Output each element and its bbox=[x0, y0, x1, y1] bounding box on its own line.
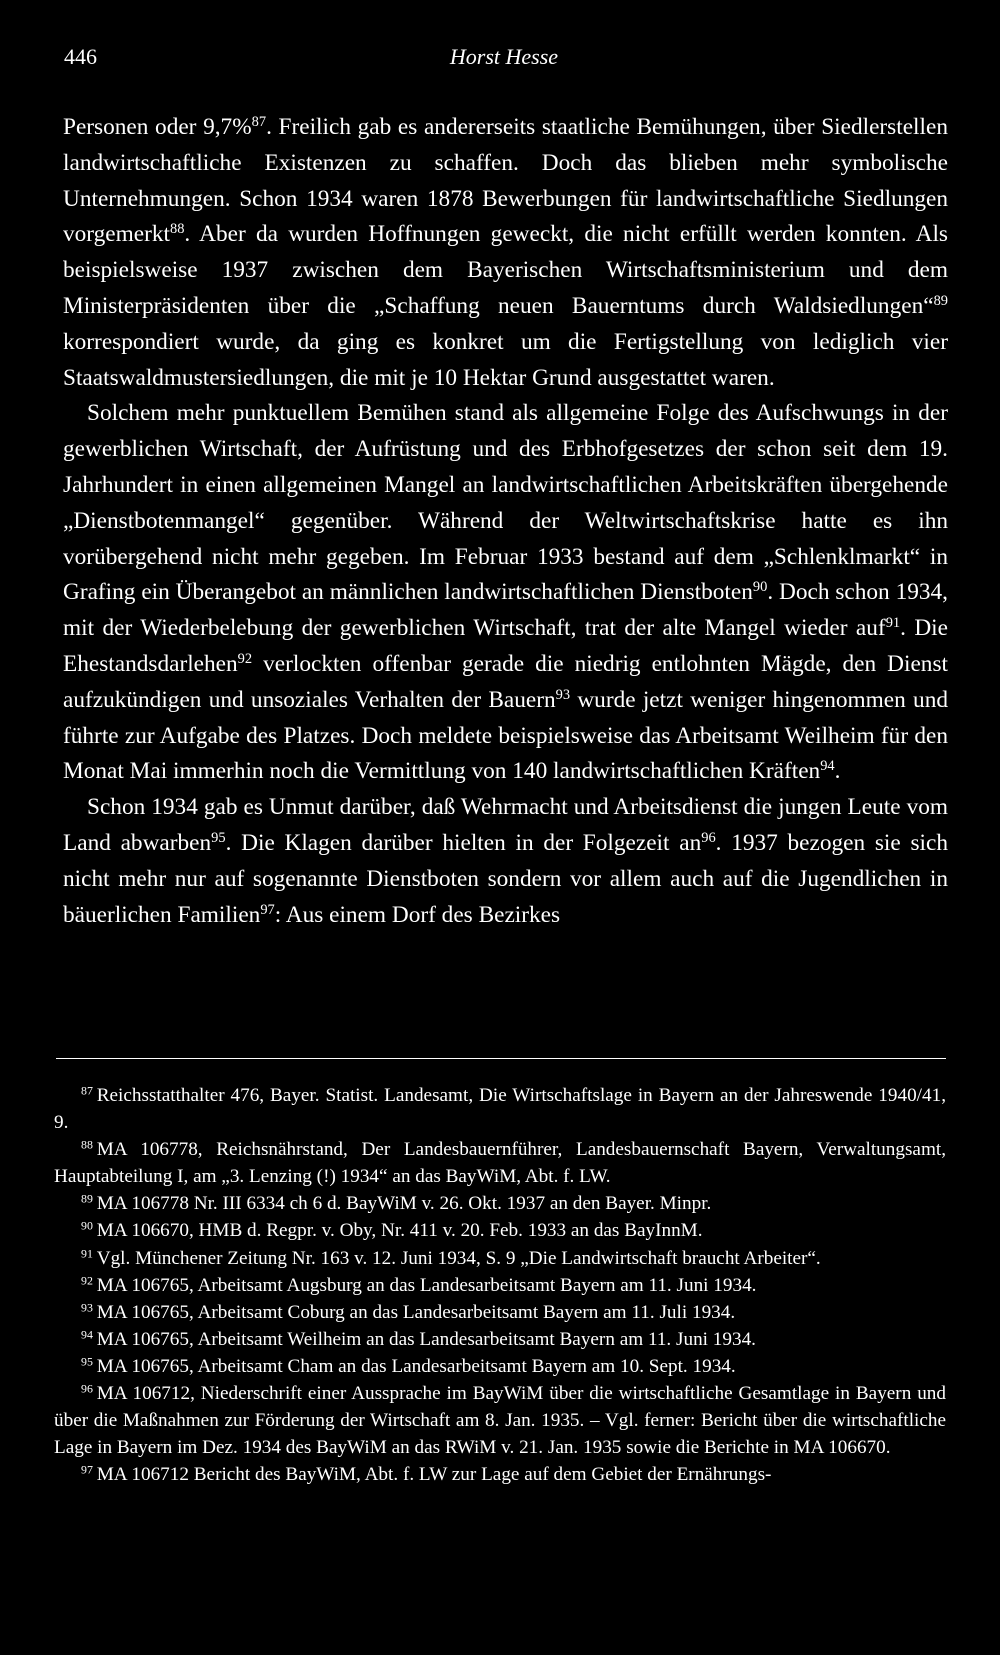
footnote bbox=[54, 1272, 946, 1299]
body-text-run: . Freilich gab es andererseits staatliche Bemühungen, über Siedlerstellen landwirtschaftliche Existenzen zu schaffen. Doch das blieben mehr symbolische Unternehmungen. Schon 1934 waren 1878 Bewerbungen für landwirtschaftliche Siedlungen vorgemerkt bbox=[63, 114, 948, 248]
body-text-run: verlockten offenbar gerade die niedrig entlohnten Mägde, den Dienst aufzukündigen und unsoziales Verhalten der Bauern bbox=[63, 650, 948, 713]
footnote bbox=[54, 1380, 946, 1461]
body-text-run: . Aber da wurden Hoffnungen geweckt, die nicht erfüllt werden konnten. Als beispielsweise 1937 zwischen dem Bayerischen Wirtschaftsministerium und dem Ministerpräsidenten über die „Schaffung neuen Bauerntums durch Waldsiedlungen“ bbox=[63, 221, 948, 319]
page-number: 446 bbox=[64, 44, 97, 69]
footnote-reference[interactable]: 95 bbox=[211, 830, 226, 846]
body-text-run: . Die Klagen darüber hielten in der Folgezeit an bbox=[225, 829, 702, 856]
footnote-text: MA 106712 Bericht des BayWiM, Abt. f. LW zur Lage auf dem Gebiet der Ernährungs- bbox=[96, 1464, 772, 1486]
footnote-text: Vgl. Münchener Zeitung Nr. 163 v. 12. Juni 1934, S. 9 „Die Landwirtschaft braucht Arbeiter“. bbox=[96, 1247, 821, 1269]
footnote-reference[interactable]: 88 bbox=[169, 221, 185, 238]
footnote-number: 89 bbox=[81, 1191, 93, 1206]
body-text-run: . bbox=[834, 758, 841, 785]
body-text-run: . 1937 bezogen sie sich nicht mehr nur auf sogenannte Dienstboten sondern vor allem auch auf die Jugendlichen in bäuerlichen Familien bbox=[63, 829, 948, 928]
footnote-number: 95 bbox=[81, 1354, 93, 1369]
body-text-run: . Doch schon 1934, mit der Wiederbelebung der gewerblichen Wirtschaft, trat der alte Mangel wieder auf bbox=[63, 579, 948, 642]
footnote bbox=[54, 1326, 946, 1353]
footnote-reference[interactable]: 92 bbox=[237, 651, 253, 668]
footnote-number: 91 bbox=[81, 1246, 93, 1261]
footnote-reference[interactable]: 97 bbox=[260, 901, 275, 918]
running-head: Horst Hesse bbox=[449, 44, 559, 69]
footnote-text: MA 106712, Niederschrift einer Aussprache im BayWiM über die wirtschaftliche Gesamtlage in Bayern und über die Maßnahmen zur Förderung der Wirtschaft am 8. Jan. 1935. – Vgl. ferner: Bericht über die wirtschaftliche Lage in Bayern im Dez. 1934 des BayWiM an das RWiM v. 21. Jan. 1935 sowie die Berichte in MA 106670. bbox=[54, 1383, 946, 1459]
body-paragraph bbox=[63, 790, 948, 933]
footnote-number: 97 bbox=[81, 1462, 93, 1477]
footnote-number: 88 bbox=[81, 1137, 93, 1152]
footnote-text: MA 106778, Reichsnährstand, Der Landesbauernführer, Landesbauernschaft Bayern, Verwaltungsamt, Hauptabteilung I, am „3. Lenzing (!) 1934“ an das BayWiM, Abt. f. LW. bbox=[54, 1139, 946, 1188]
body-text-run: Schon 1934 gab es Unmut darüber, daß Wehrmacht und Arbeitsdienst die jungen Leute vom Land abwarben bbox=[63, 794, 948, 856]
footnote-number: 92 bbox=[81, 1273, 93, 1288]
footnote-text: MA 106765, Arbeitsamt Augsburg an das Landesarbeitsamt Bayern am 11. Juni 1934. bbox=[96, 1274, 757, 1296]
body-text-run: korrespondiert wurde, da ging es konkret um die Fertigstellung von lediglich vier Staatswaldmustersiedlungen, die mit je 10 Hektar Grund ausgestattet waren. bbox=[63, 328, 948, 391]
footnote-text: MA 106765, Arbeitsamt Weilheim an das Landesarbeitsamt Bayern am 11. Juni 1934. bbox=[96, 1328, 756, 1350]
footnote-text: MA 106765, Arbeitsamt Coburg an das Landesarbeitsamt Bayern am 11. Juli 1934. bbox=[96, 1301, 736, 1323]
footnote-number: 93 bbox=[81, 1300, 93, 1315]
footnote-text: MA 106765, Arbeitsamt Cham an das Landesarbeitsamt Bayern am 10. Sept. 1934. bbox=[96, 1355, 736, 1377]
footnote-number: 94 bbox=[81, 1327, 93, 1342]
footnote-reference[interactable]: 91 bbox=[885, 615, 901, 632]
footnote-reference[interactable]: 96 bbox=[701, 830, 716, 846]
footnote bbox=[54, 1353, 946, 1380]
footnote-reference[interactable]: 93 bbox=[555, 686, 571, 703]
footnote bbox=[54, 1461, 946, 1488]
body-text-run: Personen oder 9,7% bbox=[63, 114, 252, 140]
footnote-text: MA 106670, HMB d. Regpr. v. Oby, Nr. 411 v. 20. Feb. 1933 an das BayInnM. bbox=[96, 1220, 703, 1242]
footnote bbox=[54, 1299, 946, 1326]
footnote-reference[interactable]: 90 bbox=[752, 579, 768, 596]
footnote-text: MA 106778 Nr. III 6334 ch 6 d. BayWiM v. 26. Okt. 1937 an den Bayer. Minpr. bbox=[96, 1193, 712, 1215]
footnotes bbox=[54, 1082, 946, 1488]
footnote-reference[interactable]: 89 bbox=[933, 293, 948, 310]
footnote bbox=[54, 1082, 946, 1136]
footnote-text: Reichsstatthalter 476, Bayer. Statist. Landesamt, Die Wirtschaftslage in Bayern an der Jahreswende 1940/41, 9. bbox=[54, 1085, 946, 1134]
body-text-run: Solchem mehr punktuellem Bemühen stand als allgemeine Folge des Aufschwungs in der gewerblichen Wirtschaft, der Aufrüstung und des Erbhofgesetzes der schon seit dem 19. Jahrhundert in einen allgemeinen Mangel an landwirtschaftlichen Arbeitskräften übergehende „Dienstbotenmangel“ gegenüber. Während der Weltwirtschaftskrise hatte es ihn vorübergehend nicht mehr gegeben. Im Februar 1933 bestand auf dem „Schlenklmarkt“ in Grafing ein Überangebot an männlichen landwirtschaftlichen Dienstboten bbox=[63, 400, 948, 606]
footnote bbox=[54, 1136, 946, 1190]
body-text-run: : Aus einem Dorf des Bezirkes bbox=[274, 901, 561, 928]
footnote-number: 96 bbox=[81, 1381, 93, 1396]
footnote-reference[interactable]: 94 bbox=[820, 758, 835, 775]
footnote-divider bbox=[56, 1058, 946, 1059]
page-header bbox=[64, 44, 944, 74]
footnote bbox=[54, 1190, 946, 1217]
footnote bbox=[54, 1217, 946, 1244]
footnote bbox=[54, 1245, 946, 1272]
body-paragraph bbox=[63, 396, 948, 790]
body-text-run: . Die Ehestandsdarlehen bbox=[63, 615, 948, 677]
footnote-number: 90 bbox=[81, 1218, 93, 1233]
body-text bbox=[63, 110, 948, 933]
footnote-number: 87 bbox=[81, 1083, 93, 1098]
footnote-reference[interactable]: 87 bbox=[251, 114, 267, 131]
body-text-run: wurde jetzt weniger hingenommen und führte zur Aufgabe des Platzes. Doch meldete beispielsweise das Arbeitsamt Weilheim für den Monat Mai immerhin noch die Vermittlung von 140 landwirtschaftlichen Kräften bbox=[63, 686, 948, 785]
body-paragraph bbox=[63, 110, 948, 396]
